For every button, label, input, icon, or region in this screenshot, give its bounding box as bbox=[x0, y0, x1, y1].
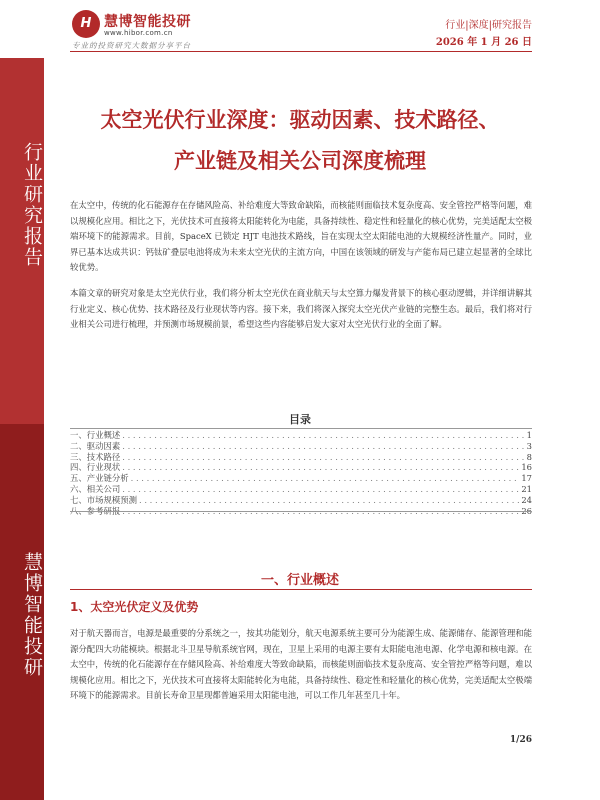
report-title-line2: 产业链及相关公司深度梳理 bbox=[174, 149, 426, 173]
toc-title: 目录 bbox=[289, 413, 311, 426]
side-band-top bbox=[0, 58, 44, 424]
side-label-bottom: 慧博智能投研 bbox=[21, 552, 43, 678]
side-label-top: 行业研究报告 bbox=[21, 142, 43, 268]
toc-item-label: 五、产业链分析 bbox=[70, 473, 129, 484]
toc-item[interactable] bbox=[70, 462, 532, 473]
toc-item[interactable] bbox=[70, 495, 532, 506]
toc-leader-dots bbox=[122, 430, 524, 441]
toc-item-page: 8 bbox=[526, 451, 532, 462]
page-number: 1/26 bbox=[509, 735, 532, 745]
toc-item-page: 16 bbox=[521, 462, 532, 473]
toc-item-label: 七、市场规模预测 bbox=[70, 494, 137, 505]
toc-leader-dots bbox=[122, 484, 519, 495]
toc-item-page: 17 bbox=[521, 473, 532, 484]
toc-item-label: 二、驱动因素 bbox=[70, 440, 121, 451]
toc-leader-dots bbox=[122, 462, 519, 473]
toc-item-label: 四、行业现状 bbox=[70, 462, 121, 473]
toc-item-label: 六、相关公司 bbox=[70, 483, 121, 494]
report-type: 行业|深度|研究报告 bbox=[445, 20, 532, 31]
toc-leader-dots bbox=[131, 473, 520, 484]
subsection-title: 1、太空光伏定义及优势 bbox=[70, 600, 199, 614]
header-divider bbox=[70, 51, 532, 52]
toc-item[interactable] bbox=[70, 473, 532, 484]
toc-item[interactable] bbox=[70, 484, 532, 495]
intro-paragraph-2: 本篇文章的研究对象是太空光伏行业，我们将分析太空光伏在商业航天与太空算力爆发背景下的核心驱动逻辑，并详细讲解其行业定义、核心优势、技术路径及行业现状等内容。接下来，我们将深入探究太空光伏产业链的完整生态。最后，我们将对行业相关公司进行梳理，并预测市场规模前景，希望这些内容能够启发大家对太空光伏行业的全面了解。 bbox=[70, 288, 532, 330]
logo-name: 慧博智能投研 bbox=[104, 14, 191, 30]
logo-url: www.hibor.com.cn bbox=[104, 29, 173, 37]
section-title: 一、行业概述 bbox=[260, 573, 339, 588]
table-of-contents bbox=[70, 430, 532, 516]
toc-item[interactable] bbox=[70, 452, 532, 463]
toc-item-label: 一、行业概述 bbox=[70, 430, 121, 440]
toc-item-page: 1 bbox=[526, 430, 532, 440]
side-band-bottom bbox=[0, 424, 44, 800]
section-paragraph: 对于航天器而言，电源是最重要的分系统之一，按其功能划分，航天电源系统主要可分为能源生成、能源储存、能源管理和能源分配四大功能模块。根据北斗卫星导航系统官网，现在，卫星上采用的电源主要有太阳能电池电源、化学电源和核电源。在太空中，传统的化石能源存在存储风险高、补给难度大等致命缺陷，而核能则面临技术复杂度高、安全管控严格等问题，难以规模化应用。相比之下，光伏技术可直接将太阳能转化为电能，具备持续性、稳定性和轻量化的核心优势，完美适配太空极端环境下的能源需求。目前长寿命卫星现都普遍采用太阳能电池，可以工作几年甚至几十年。 bbox=[70, 628, 532, 701]
toc-item-page: 21 bbox=[521, 483, 532, 494]
toc-item-label: 三、技术路径 bbox=[70, 451, 121, 462]
report-date: 2026 年 1 月 26 日 bbox=[435, 37, 532, 48]
toc-leader-dots bbox=[122, 441, 524, 452]
logo-icon: H bbox=[72, 10, 100, 38]
toc-leader-dots bbox=[139, 495, 519, 506]
report-title-line1: 太空光伏行业深度：驱动因素、技术路径、 bbox=[100, 108, 500, 132]
toc-bottom-rule bbox=[70, 511, 532, 512]
toc-item[interactable] bbox=[70, 430, 532, 441]
intro-paragraph-1: 在太空中，传统的化石能源存在存储风险高、补给难度大等致命缺陷，而核能则面临技术复杂度高、安全管控严格等问题，难以规模化应用。相比之下，光伏技术可直接将太阳能转化为电能，具备持续性、稳定性和轻量化的核心优势，完美适配太空极端环境下的能源需求。目前，SpaceX 已锁定 HJT 电池技术路线，旨在实现太空太阳能电池的大规模经济性量产。同时，业界已基本达成共识：钙钛矿叠层电池将成为未来太空光伏的主流方向，中国在该领域的研发与产能布局已建立起显著的全球比较优势。 bbox=[70, 200, 532, 273]
toc-item-page: 3 bbox=[526, 440, 532, 451]
toc-leader-dots bbox=[122, 452, 524, 463]
toc-top-rule bbox=[70, 428, 532, 429]
toc-item[interactable] bbox=[70, 441, 532, 452]
toc-item-page: 24 bbox=[521, 494, 532, 505]
section-divider bbox=[70, 589, 532, 590]
logo-slogan: 专业的投资研究大数据分享平台 bbox=[72, 41, 191, 50]
